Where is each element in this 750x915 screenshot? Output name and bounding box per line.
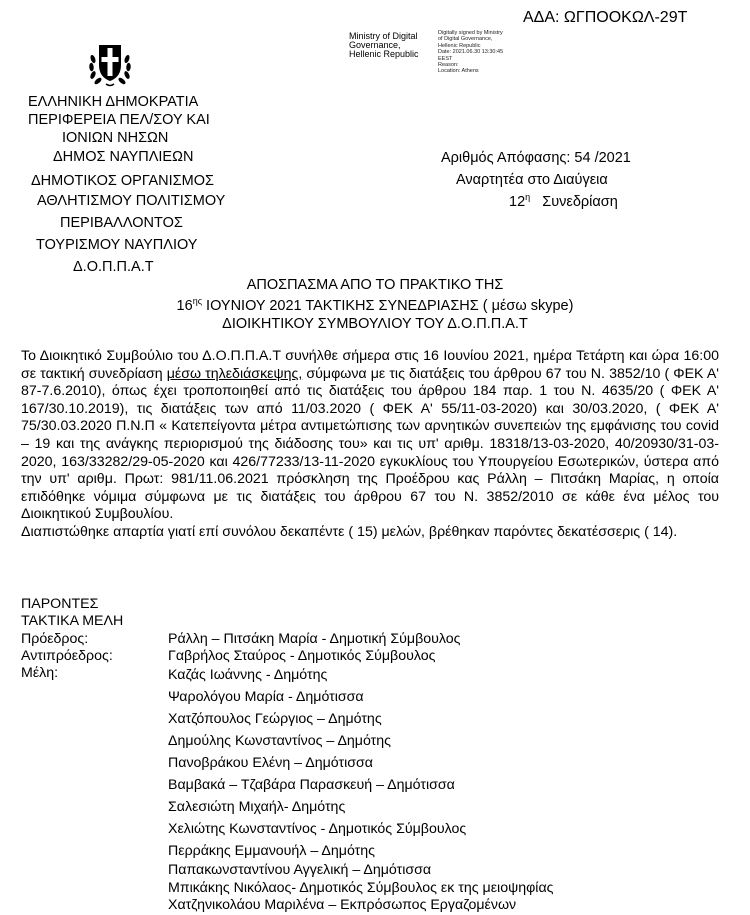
session-ordinal: 12: [509, 193, 526, 210]
session-date-rest: ΙΟΥΝΙΟΥ 2021 ΤΑΚΤΙΚΗΣ ΣΥΝΕΔΡΙΑΣΗΣ ( μέσω skype): [202, 297, 574, 314]
signature-label-line: Ministry of Digital: [349, 31, 418, 41]
minutes-body: [21, 348, 719, 542]
convocation-text: Το Διοικητικό Συμβούλιο του Δ.Ο.Π.Π.Α.Τ συνήλθε σήμερα στις 16 Ιουνίου 2021, ημέρα Τετάρτη και ώρα 16:00 σε τακτική συνεδρίαση: [21, 348, 719, 382]
member-name: Πανοβράκου Ελένη – Δημότισσα: [168, 755, 373, 771]
decision-number: Αριθμός Απόφασης: 54 /2021: [441, 150, 631, 166]
member-name: Ψαρολόγου Μαρία - Δημότισσα: [168, 689, 364, 705]
role-vice-president: Αντιπρόεδρος:: [21, 648, 113, 664]
ada-code: ΑΔΑ: ΩΓΠΟΟΚΩΛ-29Τ: [523, 9, 688, 26]
member-name: Χατζηνικολάου Μαριλένα – Εκπρόσωπος Εργαζομένων: [168, 897, 517, 913]
member-name: Ράλλη – Πιτσάκη Μαρία - Δημοτική Σύμβουλος: [168, 631, 461, 647]
issuer-line: ΔΗΜΟΤΙΚΟΣ ΟΡΓΑΝΙΣΜΟΣ: [31, 173, 214, 189]
session-ordinal-suffix: η: [525, 192, 531, 202]
signature-detail-line: Reason:: [438, 62, 459, 69]
signature-detail-line: Hellenic Republic: [438, 42, 481, 49]
signature-label-line: Hellenic Republic: [349, 49, 419, 59]
member-name: Βαμβακά – Τζαβάρα Παρασκευή – Δημότισσα: [168, 777, 455, 793]
issuer-line: ΠΕΡΙΒΑΛΛΟΝΤΟΣ: [60, 215, 183, 231]
greek-state-emblem-icon: [84, 37, 136, 89]
issuer-line: ΙΟΝΙΩΝ ΝΗΣΩΝ: [62, 130, 169, 146]
member-name: Καζάς Ιωάννης - Δημότης: [168, 667, 328, 683]
issuer-line: ΕΛΛΗΝΙΚΗ ΔΗΜΟΚΡΑΤΙΑ: [28, 94, 199, 110]
signature-detail-line: EEST: [438, 55, 453, 62]
regular-members-label: ΤΑΚΤΙΚΑ ΜΕΛΗ: [21, 613, 124, 629]
session-word: Συνεδρίαση: [542, 193, 618, 210]
member-name: Γαβρήλος Σταύρος - Δημοτικός Σύμβουλος: [168, 648, 436, 664]
present-label: ΠΑΡΟΝΤΕΣ: [21, 596, 99, 612]
signature-label: [349, 32, 419, 59]
issuer-line: ΔΗΜΟΣ ΝΑΥΠΛΙΕΩΝ: [53, 149, 194, 165]
convocation-text-continued: σύμφωνα με τις διατάξεις του άρθρου 67 του Ν. 3852/10 ( ΦΕΚ Α' 87-7.6.2010), όπως έχει τροποποιηθεί από τις διατάξεις του άρθρου 184 παρ. 1 του Ν. 4635/20 ( ΦΕΚ Α' 167/30.10.2019), τις διατάξεις των από 11/03.2020 ( ΦΕΚ Α' 55/11-03-2020) και 30/03.2020, ( ΦΕΚ Α' 75/30.03.2020 Π.Ν.Π « Κατεπείγοντα μέτρα αντιμετώπισης των αρνητικών συνεπειών της εμφάνισης του covid – 19 και της ανάγκης περιορισμού της διάδοσης του» και τις υπ' αριθμ. 18318/13-03-2020, 40/20930/31-03-2020, 163/33282/29-05-2020 και 426/77233/13-11-2020 εγκυκλίους του Υπουργείου Εσωτερικών, ύστερα από την υπ' αριθμ. Πρωτ: 981/11.06.2021 πρόσκληση της Προέδρου κας Ράλλη – Πιτσάκη Μαρίας, η οποία επιδόθηκε νόμιμα σύμφωνα με τις διατάξεις του άρθρου 67 του Ν. 3852/2010 σε κάθε ένα μέλος του Διοικητικού Συμβουλίου.: [21, 365, 719, 523]
role-president: Πρόεδρος:: [21, 631, 89, 647]
signature-detail-line: Location: Athens: [438, 68, 479, 75]
session-day-suffix: ης: [192, 296, 203, 306]
signature-detail-line: Digitally signed by Ministry: [438, 30, 503, 36]
member-name: Χελιώτης Κωνσταντίνος - Δημοτικός Σύμβουλος: [168, 821, 467, 837]
convocation-paragraph: [21, 348, 719, 524]
session-day: 16: [176, 297, 193, 314]
member-name: Παπακωνσταντίνου Αγγελική – Δημότισσα: [168, 862, 432, 878]
diavgeia-posting: Αναρτητέα στο Διαύγεια: [456, 172, 608, 188]
issuer-line: ΑΘΛΗΤΙΣΜΟΥ ΠΟΛΙΤΙΣΜΟΥ: [37, 193, 226, 209]
signature-details: [438, 30, 503, 75]
member-name: Μπικάκης Νικόλαος- Δημοτικός Σύμβουλος εκ της μειοψηφίας: [168, 880, 554, 896]
role-members: Μέλη:: [21, 665, 59, 681]
member-name: Περράκης Εμμανουήλ – Δημότης: [168, 843, 375, 859]
quorum-paragraph: Διαπιστώθηκε απαρτία γιατί επί συνόλου δεκαπέντε ( 15) μελών, βρέθηκαν παρόντες δεκατέσσερις ( 14).: [21, 523, 678, 540]
session-title: [0, 296, 750, 314]
member-name: Χατζόπουλος Γεώργιος – Δημότης: [168, 711, 382, 727]
issuer-line: ΤΟΥΡΙΣΜΟΥ ΝΑΥΠΛΙΟΥ: [36, 237, 198, 253]
member-name: Σαλεσιώτη Μιχαήλ- Δημότης: [168, 799, 346, 815]
signature-detail-line: Date: 2021.06.30 13:30:45: [438, 49, 504, 56]
member-name: Δημούλης Κωνσταντίνος – Δημότης: [168, 733, 392, 749]
signature-detail-line: of Digital Governance,: [438, 36, 493, 43]
session-number: [509, 192, 618, 210]
signature-label-line: Governance,: [349, 40, 401, 50]
extract-title: ΑΠΟΣΠΑΣΜΑ ΑΠΟ ΤΟ ΠΡΑΚΤΙΚΟ ΤΗΣ: [246, 277, 504, 293]
issuer-line: Δ.Ο.Π.Π.Α.Τ: [73, 259, 154, 275]
teleconference-note: μέσω τηλεδιάσκεψης,: [166, 365, 303, 382]
issuer-line: ΠΕΡΙΦΕΡΕΙΑ ΠΕΛ/ΣΟΥ ΚΑΙ: [28, 112, 210, 128]
board-title: ΔΙΟΙΚΗΤΙΚΟΥ ΣΥΜΒΟΥΛΙΟΥ ΤΟΥ Δ.Ο.Π.Π.Α.Τ: [222, 316, 528, 332]
